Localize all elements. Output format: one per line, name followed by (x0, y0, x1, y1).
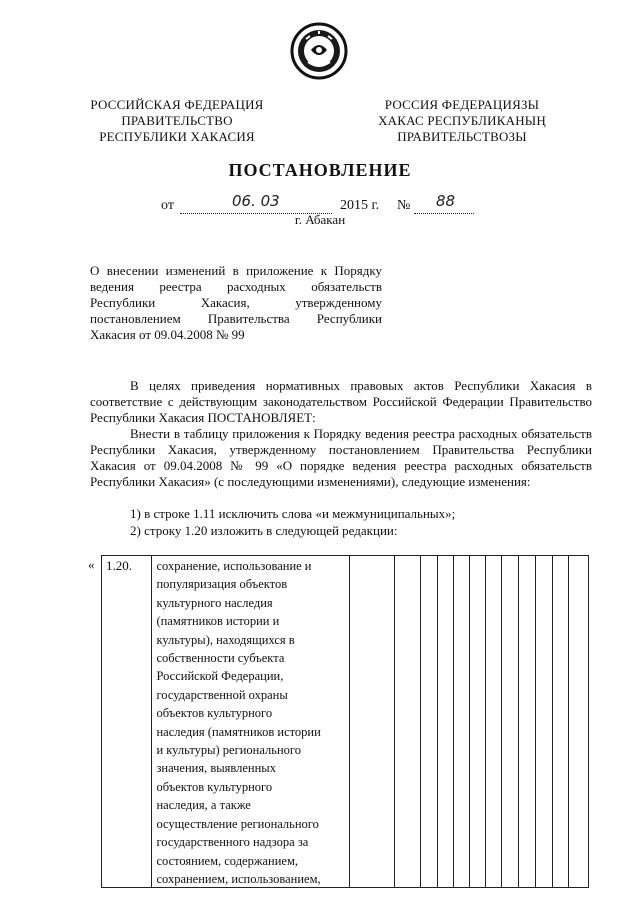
row-text-line: Российской Федерации, (156, 669, 284, 684)
header-left (88, 97, 266, 145)
empty-cell (438, 556, 454, 888)
header-left-line-1: РОССИЙСКАЯ ФЕДЕРАЦИЯ (90, 97, 264, 112)
row-text-line: культуры), находящихся в (156, 632, 295, 647)
empty-cell (552, 556, 569, 888)
row-text-line: собственности субъекта (156, 651, 285, 666)
empty-cell (535, 556, 552, 888)
document-title: ПОСТАНОВЛЕНИЕ (228, 160, 412, 180)
empty-cell (395, 556, 421, 888)
republic-emblem-icon (290, 22, 348, 80)
row-text-line: наследия (памятников истории (156, 724, 321, 739)
header-right-line-3: ПРАВИТЕЛЬСТВОЗЫ (397, 129, 527, 144)
row-text-line: наследия, а также (156, 798, 251, 813)
row-text-line: (памятников истории и (156, 614, 280, 629)
row-text-line: сохранением, использованием, (156, 871, 321, 886)
date-prefix: от (161, 198, 174, 213)
document-subject: О внесении изменений в приложение к Порядку ведения реестра расходных обязательств Республики Хакасия, утвержденному постановлением Правительства Республики Хакасия от 09.04.2008 № 99 (90, 263, 382, 342)
table-open-quote: « (88, 557, 95, 572)
date-year: 2015 г. (340, 198, 380, 213)
header-right-line-2: ХАКАС РЕСПУБЛИКАНЫҢ (378, 113, 546, 128)
header-left-line-3: РЕСПУБЛИКИ ХАКАСИЯ (99, 129, 255, 144)
row-text-line: государственного надзора за (156, 835, 309, 850)
header-right (372, 97, 552, 145)
list-item-2: 2) строку 1.20 изложить в следующей редакции: (130, 523, 398, 538)
row-text-line: государственной охраны (156, 687, 288, 702)
list-item-1: 1) в строке 1.11 исключить слова «и межмуниципальных»; (130, 506, 456, 521)
body-paragraph-1: В целях приведения нормативных правовых актов Республики Хакасия в соответствие с действующим законодательством Российской Федерации Правительство Республики Хакасия ПОСТАНОВЛЯЕТ: (90, 378, 592, 425)
row-text-line: объектов культурного (156, 779, 273, 794)
empty-cell (485, 556, 502, 888)
row-text-line: популяризация объектов (156, 577, 288, 592)
header-right-line-1: РОССИЯ ФЕДЕРАЦИЯЗЫ (384, 97, 540, 112)
expense-table (101, 555, 589, 888)
row-text-line: культурного наследия (156, 595, 273, 610)
row-text-line: значения, выявленных (156, 761, 276, 776)
row-text-line: и культуры) регионального (156, 743, 301, 758)
city: г. Абакан (294, 212, 346, 227)
empty-cell (502, 556, 519, 888)
empty-cell (349, 556, 394, 888)
empty-cell (469, 556, 485, 888)
row-text-cell (152, 556, 349, 888)
row-text-line: сохранение, использование и (156, 559, 312, 573)
empty-cell (421, 556, 438, 888)
header-left-line-2: ПРАВИТЕЛЬСТВО (121, 113, 233, 128)
row-text-line: объектов культурного (156, 706, 273, 721)
body-paragraph-2: Внести в таблицу приложения к Порядку ведения реестра расходных обязательств Республики Хакасия, утвержденному постановлением Правительства Республики Хакасия от 09.04.2008 № 99 «О порядке ведения реестра расходных обязательств Республики Хакасия» (с последующими изменениями), следующие изменения: (90, 426, 592, 489)
empty-cell (569, 556, 589, 888)
row-number-cell: 1.20. (102, 556, 152, 888)
number-handwritten: 88 (436, 192, 456, 210)
number-sign: № (397, 198, 411, 213)
date-handwritten: 06. 03 (232, 192, 280, 210)
empty-cell (453, 556, 469, 888)
empty-cell (519, 556, 536, 888)
row-text-line: состоянием, содержанием, (156, 853, 298, 868)
row-text-line: осуществление регионального (156, 816, 319, 831)
table-row (102, 556, 589, 888)
